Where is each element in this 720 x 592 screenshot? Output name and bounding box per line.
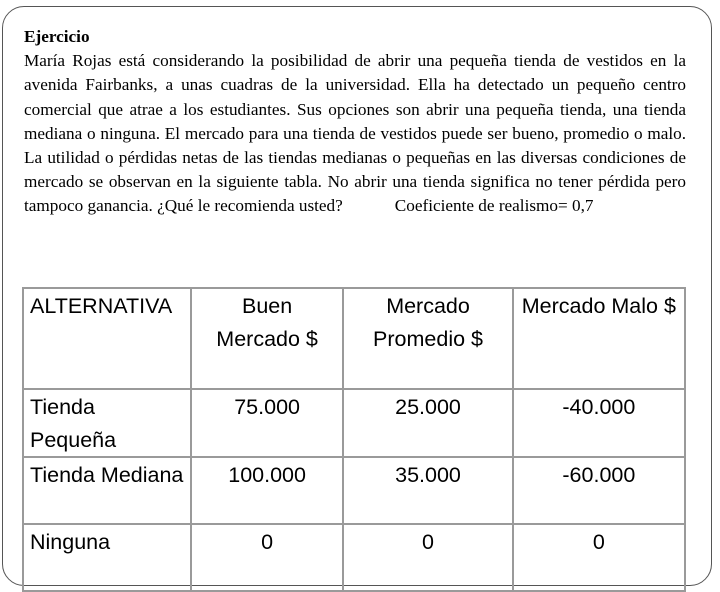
table-row [23,524,685,591]
cell-bad: 0 [513,524,685,591]
payoff-table [22,287,686,592]
header-good-market: Buen Mercado $ [191,288,343,389]
header-average-market: Mercado Promedio $ [343,288,512,389]
table-header-row [23,288,685,389]
cell-bad: -60.000 [513,457,685,524]
cell-good: 75.000 [191,389,343,457]
problem-statement: María Rojas está considerando la posibilidad de abrir una pequeña tienda de vestidos en la avenida Fairbanks, a unas cuadras de la universidad. Ella ha detectado un pequeño centro comercial que atrae a los estudiantes. Sus opciones son abrir una pequeña tienda, una tienda mediana o ninguna. El mercado para una tienda de vestidos puede ser bueno, promedio o malo. La utilidad o pérdidas netas de las tiendas medianas o pequeñas en las diversas condiciones de mercado se observan en la siguiente tabla. No abrir una tienda significa no tener pérdida pero tampoco ganancia. ¿Qué le recomienda usted? [24,51,686,216]
cell-average: 35.000 [343,457,512,524]
table-row [23,457,685,524]
table-row [23,389,685,457]
row-alternative: Tienda Mediana [23,457,191,524]
exercise-heading: Ejercicio [24,27,90,46]
cell-good: 0 [191,524,343,591]
header-bad-market: Mercado Malo $ [513,288,685,389]
exercise-text [24,25,686,219]
realism-coefficient: Coeficiente de realismo= 0,7 [394,196,594,216]
row-alternative: Tienda Pequeña [23,389,191,457]
header-alternative: ALTERNATIVA [23,288,191,389]
cell-average: 25.000 [343,389,512,457]
cell-good: 100.000 [191,457,343,524]
cell-bad: -40.000 [513,389,685,457]
row-alternative: Ninguna [23,524,191,591]
cell-average: 0 [343,524,512,591]
exercise-paragraph [24,49,686,218]
